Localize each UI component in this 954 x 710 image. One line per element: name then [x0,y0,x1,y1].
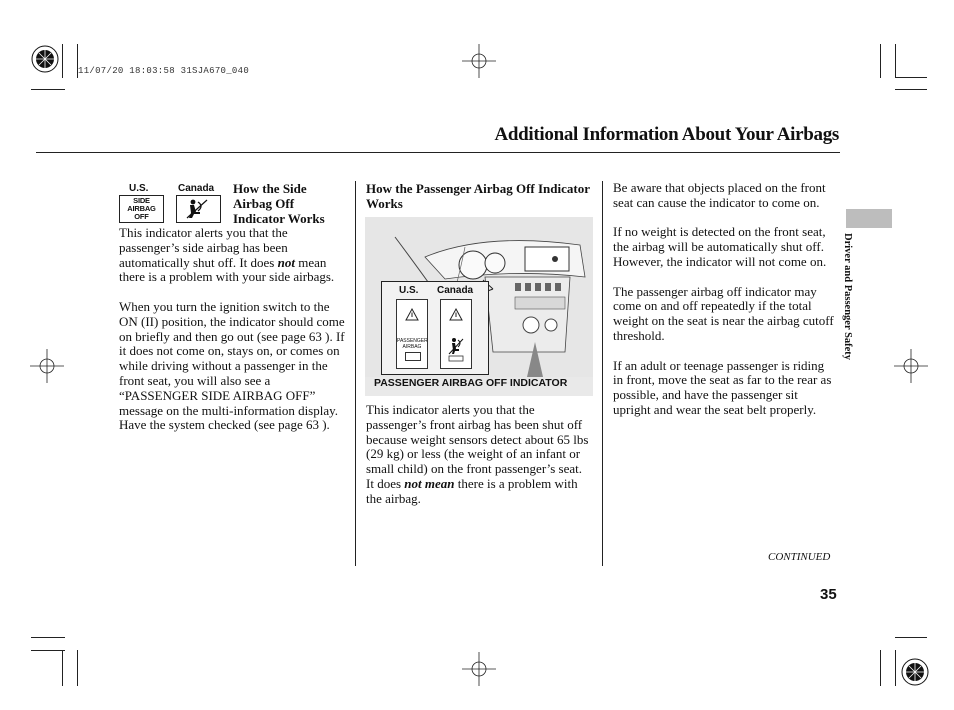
middle-body [366,403,590,521]
heading-line: Indicator Works [233,211,325,226]
crosshair-target-icon [462,652,496,686]
hazard-triangle-icon [397,300,427,330]
text-run: there is a problem with the airbag. [366,475,578,506]
icon-text-line: AIRBAG [127,203,156,213]
title-rule [36,152,840,153]
continued-label: CONTINUED [768,551,831,563]
passenger-airbag-heading: How the Passenger Airbag Off Indicator Works [366,181,590,211]
indicator-inset [381,281,489,375]
right-body [613,181,835,433]
section-tab-text: Driver and Passenger Safety [842,233,853,361]
registration-rosette-icon [900,657,930,687]
left-paragraph-1 [119,226,351,285]
dashboard-illustration [365,217,593,396]
left-body [119,226,351,448]
crosshair-target-icon [30,349,64,383]
section-tab [846,209,892,228]
side-airbag-off-us-indicator [119,195,164,223]
icon-label-canada: Canada [178,183,215,194]
heading-line: How the Side [233,181,307,196]
middle-paragraph [366,403,590,507]
page-number: 35 [820,586,837,603]
emphasis-not-mean: not mean [404,475,455,491]
right-paragraph-2: If no weight is detected on the front seat, the airbag will be automatically shut off. However, the indicator will not come on. [613,224,827,269]
side-airbag-heading [233,181,353,226]
print-stamp: 11/07/20 18:03:58 31SJA670_040 [78,66,250,76]
text-run: This indicator alerts you that the passenger’s front airbag has been shut off because weight sensors detect about 65 lbs (29 kg) or less (the weight of an infant or small child) on the front passenger’s seat. It does [366,402,589,491]
text-run: mean there is a problem with your side airbags. [119,254,335,285]
right-paragraph-3: The passenger airbag off indicator may come on and off repeatedly if the total weight on the seat is near the airbag cutoff threshold. [613,283,834,343]
right-paragraph-1: Be aware that objects placed on the front seat can cause the indicator to come on. [613,180,826,210]
figure-caption: PASSENGER AIRBAG OFF INDICATOR [374,377,568,389]
off-lamp [405,352,421,361]
right-paragraph-4: If an adult or teenage passenger is riding in front, move the seat as far to the rear as possible, and have the passenger sit upright and wear the seat belt properly. [613,357,832,417]
inset-us-icon-text [397,339,427,350]
side-airbag-off-canada-indicator [176,195,221,223]
canada-indicator-panel [440,299,472,369]
hazard-triangle-icon [441,300,471,330]
icon-label-us: U.S. [129,183,149,194]
column-divider-2 [602,181,603,566]
icon-text-line: OFF [134,211,149,221]
passenger-airbag-off-icon [446,336,466,362]
left-paragraph-2: When you turn the ignition switch to the ON (II) position, the indicator should come on briefly and then go out (see page 63 ). If it does not come on, stays on, or comes on while driving without a passenger in the front seat, you will also see a “PASSENGER SIDE AIRBAG OFF” message on the multi-information display. Have the system checked (see page 63 ). [119,298,345,433]
crosshair-target-icon [894,349,928,383]
crosshair-target-icon [462,44,496,78]
icon-text-line: PASSENGER [397,338,428,344]
us-indicator-panel [396,299,428,369]
emphasis-not: not [277,254,295,270]
side-airbag-off-icon [177,196,220,222]
registration-rosette-icon [30,44,60,74]
inset-label-canada: Canada [437,285,474,296]
heading-line: Airbag Off [233,196,295,211]
section-tab-label [826,233,886,393]
icon-text-line: AIRBAG [402,343,422,350]
column-divider-1 [355,181,356,566]
icon-text-line: SIDE [133,196,150,205]
page-title: Additional Information About Your Airbags [494,124,839,145]
inset-label-us: U.S. [399,285,419,296]
text-run: This indicator alerts you that the passenger’s side airbag has been automatically shut off. It does [119,225,288,270]
